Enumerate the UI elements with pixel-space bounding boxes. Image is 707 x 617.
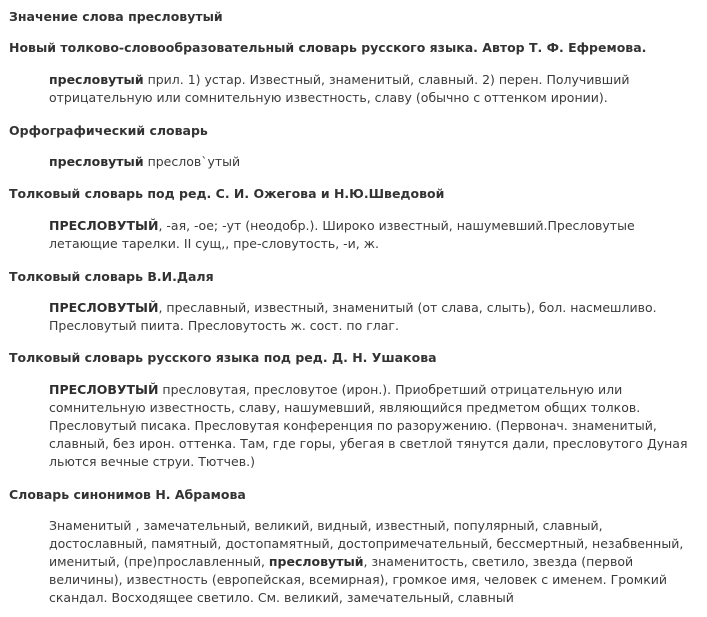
definition-text: прил. 1) устар. Известный, знаменитый, славный. 2) перен. Получивший (143, 72, 630, 87)
headword: ПРЕСЛОВУТЫЙ (49, 300, 159, 315)
synonyms-text: , знаменитость, светило, звезда (первой (363, 554, 634, 569)
section-heading-efremova: Новый толково-словообразовательный словарь русского языка. Автор Т. Ф. Ефремова. (9, 40, 647, 55)
entry-line (49, 153, 701, 171)
synonyms-text: именитый, (пре)прославленный, (49, 554, 269, 569)
entry-ushakov (49, 381, 701, 471)
entry-abramov (49, 517, 701, 607)
page-title: Значение слова пресловутый (9, 9, 223, 24)
headword: пресловутый (268, 554, 364, 569)
definition-text: , -ая, -ое; -ут (неодобр.). Широко известный, нашумевший.Пресловутые (158, 218, 635, 233)
headword: ПРЕСЛОВУТЫЙ (49, 382, 159, 397)
entry-line (49, 553, 701, 571)
synonyms-text: достославный, памятный, достопамятный, достопримечательный, бессмертный, незабвенный, (49, 536, 684, 551)
synonyms-text: скандал. Восходящее светило. См. великий, замечательный, славный (49, 590, 514, 605)
definition-text: преслов`утый (143, 154, 241, 169)
section-heading-abramov: Словарь синонимов Н. Абрамова (9, 487, 246, 502)
definition-text: славный, без ирон. оттенка. Там, где горы, убегая в светлой тянутся дали, пресловутого Дуная (49, 436, 688, 451)
definition-text: , преславный, известный, знаменитый (от слава, слыть), бол. насмешливо. (158, 300, 657, 315)
entry-dal (49, 299, 701, 335)
entry-line (49, 71, 701, 89)
headword: пресловутый (49, 154, 144, 169)
definition-text: Пресловутый пиита. Пресловутость ж. сост. по глаг. (49, 318, 399, 333)
section-heading-ozhegov: Толковый словарь под ред. С. И. Ожегова и Н.Ю.Шведовой (9, 186, 445, 201)
definition-text: отрицательную или сомнительную известность, славу (обычно с оттенком иронии). (49, 90, 608, 105)
entry-line (49, 217, 701, 235)
entry-ozhegov (49, 217, 701, 253)
definition-text: льются вечные струи. Тютчев.) (49, 454, 255, 469)
section-heading-orthographic: Орфографический словарь (9, 123, 208, 138)
synonyms-text: Знаменитый , замечательный, великий, видный, известный, популярный, славный, (49, 518, 603, 533)
headword: ПРЕСЛОВУТЫЙ (49, 218, 159, 233)
definition-text: летающие тарелки. II сущ,, пре-словутость, -и, ж. (49, 236, 379, 251)
headword: пресловутый (49, 72, 144, 87)
definition-text: сомнительную известность, славу, нашумевший, являющийся предметом общих толков. (49, 400, 641, 415)
entry-line (49, 381, 701, 399)
synonyms-text: величины), известность (европейская, всемирная), громкое имя, человек с именем. Громкий (49, 572, 668, 587)
section-heading-dal: Толковый словарь В.И.Даля (9, 269, 214, 284)
definition-text: Пресловутый писака. Пресловутая конференция по разоружению. (Первонач. знаменитый, (49, 418, 657, 433)
entry-efremova (49, 71, 701, 107)
entry-line (49, 299, 701, 317)
entry-orthographic (49, 153, 701, 171)
definition-text: пресловутая, пресловутое (ирон.). Приобретший отрицательную или (158, 382, 623, 397)
section-heading-ushakov: Толковый словарь русского языка под ред. Д. Н. Ушакова (9, 350, 437, 365)
